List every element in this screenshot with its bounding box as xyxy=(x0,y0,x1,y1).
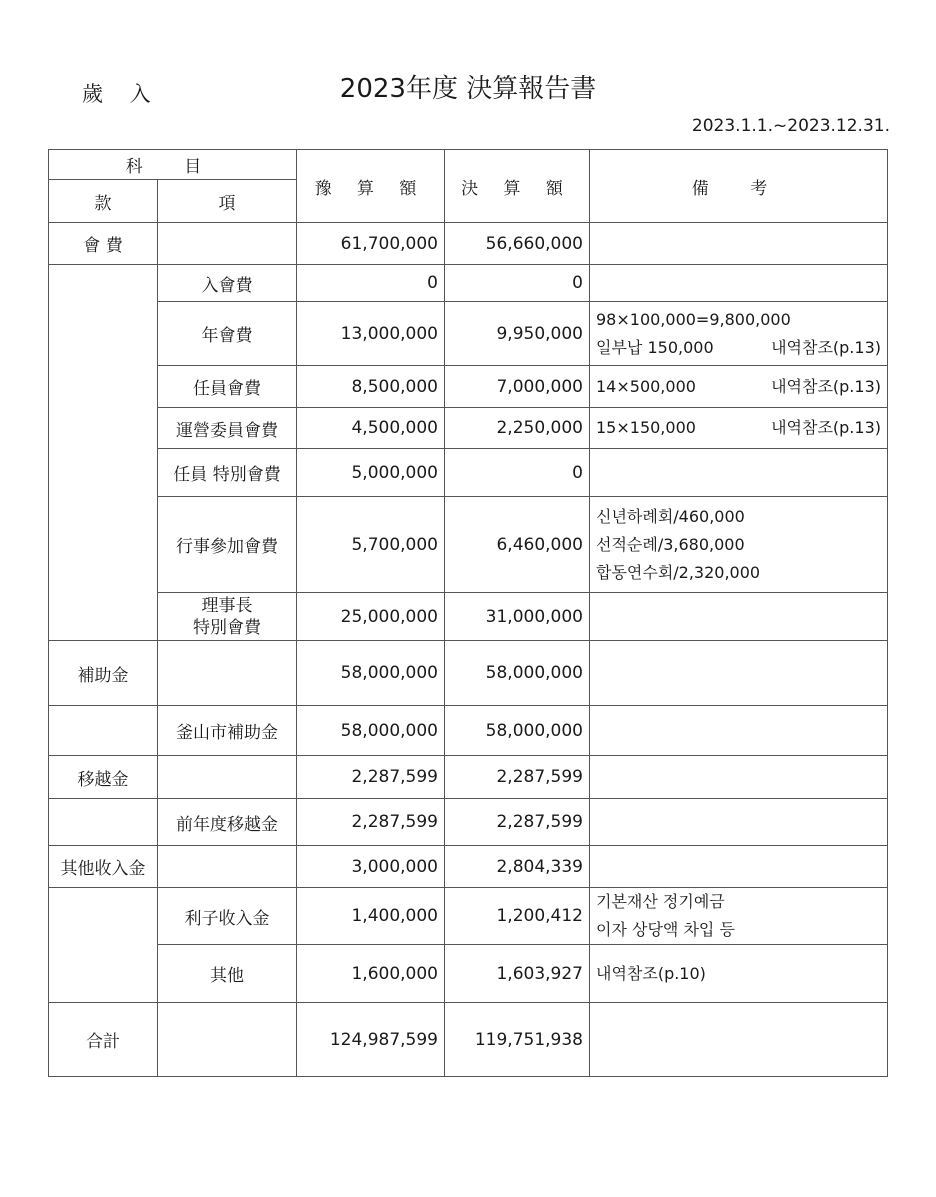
table-row xyxy=(49,302,888,366)
item-label: 年會費 xyxy=(158,302,297,366)
table-row xyxy=(49,706,888,756)
table-row xyxy=(49,449,888,497)
remarks-cell: 98×100,000=9,800,000 일부납 150,000 내역참조(p.13) xyxy=(590,302,888,366)
category-label: 補助金 xyxy=(49,641,158,706)
table-row xyxy=(49,497,888,593)
table-row xyxy=(49,593,888,641)
settlement-amount: 0 xyxy=(445,449,590,497)
item-label: 任員會費 xyxy=(158,366,297,408)
category-label: 會 費 xyxy=(49,223,158,265)
total-label: 合計 xyxy=(49,1003,158,1077)
budget-amount: 2,287,599 xyxy=(297,799,445,846)
table-row xyxy=(49,846,888,888)
settlement-amount: 6,460,000 xyxy=(445,497,590,593)
table-row xyxy=(49,265,888,302)
document-title: 2023年度 決算報告書 xyxy=(339,74,597,104)
budget-header: 豫 算 額 xyxy=(297,150,445,223)
remarks-cell: 내역참조(p.10) xyxy=(590,945,888,1003)
category-label: 其他收入金 xyxy=(49,846,158,888)
category-label: 移越金 xyxy=(49,756,158,799)
settlement-amount: 31,000,000 xyxy=(445,593,590,641)
settlement-amount: 2,250,000 xyxy=(445,408,590,449)
table-row xyxy=(49,641,888,706)
settlement-header: 決 算 額 xyxy=(445,150,590,223)
budget-amount: 4,500,000 xyxy=(297,408,445,449)
item-label: 入會費 xyxy=(158,265,297,302)
budget-amount: 0 xyxy=(297,265,445,302)
remarks-cell: 15×150,000 내역참조(p.13) xyxy=(590,408,888,449)
budget-amount: 58,000,000 xyxy=(297,641,445,706)
settlement-amount: 7,000,000 xyxy=(445,366,590,408)
budget-amount: 58,000,000 xyxy=(297,706,445,756)
remarks-cell: 신년하례회/460,000 선적순례/3,680,000 합동연수회/2,320,000 xyxy=(590,497,888,593)
subject-header: 科 目 xyxy=(49,150,297,180)
budget-amount: 1,600,000 xyxy=(297,945,445,1003)
item-label: 理事長 特別會費 xyxy=(158,593,297,641)
settlement-total: 119,751,938 xyxy=(445,1003,590,1077)
hang-header: 項 xyxy=(158,180,297,223)
revenue-table xyxy=(48,149,888,1077)
settlement-amount: 58,000,000 xyxy=(445,706,590,756)
table-row xyxy=(49,223,888,265)
kwan-header: 款 xyxy=(49,180,158,223)
remarks-cell: 14×500,000 내역참조(p.13) xyxy=(590,366,888,408)
header-row xyxy=(49,150,888,180)
item-label: 其他 xyxy=(158,945,297,1003)
fiscal-period: 2023.1.1.~2023.12.31. xyxy=(691,116,890,136)
table-row xyxy=(49,799,888,846)
budget-amount: 25,000,000 xyxy=(297,593,445,641)
settlement-amount: 2,804,339 xyxy=(445,846,590,888)
budget-amount: 61,700,000 xyxy=(297,223,445,265)
settlement-amount: 2,287,599 xyxy=(445,756,590,799)
settlement-amount: 2,287,599 xyxy=(445,799,590,846)
item-label: 前年度移越金 xyxy=(158,799,297,846)
item-label: 釜山市補助金 xyxy=(158,706,297,756)
remarks-header: 備 考 xyxy=(590,150,888,223)
table-row xyxy=(49,888,888,945)
budget-amount: 13,000,000 xyxy=(297,302,445,366)
item-label: 任員 特別會費 xyxy=(158,449,297,497)
table-row xyxy=(49,756,888,799)
settlement-amount: 1,200,412 xyxy=(445,888,590,945)
budget-amount: 5,700,000 xyxy=(297,497,445,593)
settlement-amount: 0 xyxy=(445,265,590,302)
budget-amount: 5,000,000 xyxy=(297,449,445,497)
budget-amount: 3,000,000 xyxy=(297,846,445,888)
settlement-amount: 9,950,000 xyxy=(445,302,590,366)
item-label: 利子收入金 xyxy=(158,888,297,945)
total-row xyxy=(49,1003,888,1077)
table-row xyxy=(49,945,888,1003)
settlement-amount: 56,660,000 xyxy=(445,223,590,265)
settlement-amount: 1,603,927 xyxy=(445,945,590,1003)
section-label: 歲 入 xyxy=(82,82,161,106)
budget-amount: 2,287,599 xyxy=(297,756,445,799)
table-row xyxy=(49,408,888,449)
budget-amount: 8,500,000 xyxy=(297,366,445,408)
item-label: 運營委員會費 xyxy=(158,408,297,449)
settlement-amount: 58,000,000 xyxy=(445,641,590,706)
remarks-cell: 기본재산 정기예금 이자 상당액 차입 등 xyxy=(590,888,888,945)
item-label: 行事參加會費 xyxy=(158,497,297,593)
budget-amount: 1,400,000 xyxy=(297,888,445,945)
table-row xyxy=(49,366,888,408)
budget-total: 124,987,599 xyxy=(297,1003,445,1077)
